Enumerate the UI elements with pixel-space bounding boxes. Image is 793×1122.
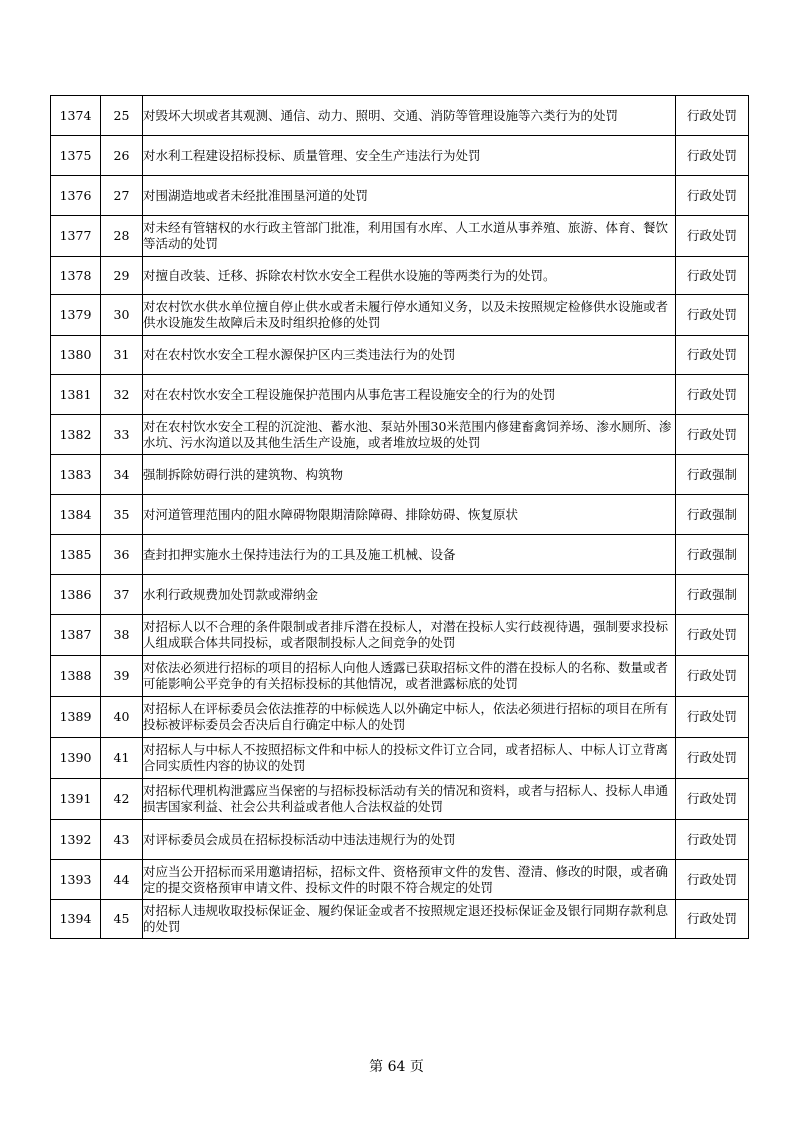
row-item-name: 对应当公开招标而采用邀请招标，招标文件、资格预审文件的发售、澄清、修改的时限，或者确定的提交资格预审申请文件、投标文件的时限不符合规定的处罚 — [143, 860, 676, 900]
row-seq-number: 1383 — [51, 455, 101, 495]
row-seq-number: 1387 — [51, 615, 101, 656]
table-row — [51, 615, 749, 656]
row-item-number: 29 — [101, 257, 143, 295]
row-item-type: 行政处罚 — [676, 96, 749, 136]
row-item-name: 对擅自改装、迁移、拆除农村饮水安全工程供水设施的等两类行为的处罚。 — [143, 257, 676, 295]
row-item-number: 45 — [101, 900, 143, 939]
row-item-name: 对在农村饮水安全工程的沉淀池、蓄水池、泵站外围30米范围内修建畜禽饲养场、渗水厕所、渗水坑、污水沟道以及其他生活生产设施，或者堆放垃圾的处罚 — [143, 415, 676, 455]
row-item-name: 对河道管理范围内的阻水障碍物限期清除障碍、排除妨碍、恢复原状 — [143, 495, 676, 535]
row-item-number: 39 — [101, 656, 143, 697]
page-number: 第 64 页 — [369, 1059, 424, 1075]
table-row — [51, 216, 749, 257]
row-item-number: 35 — [101, 495, 143, 535]
row-seq-number: 1386 — [51, 575, 101, 615]
row-seq-number: 1380 — [51, 336, 101, 375]
row-seq-number: 1375 — [51, 136, 101, 176]
row-item-type: 行政处罚 — [676, 375, 749, 415]
row-seq-number: 1389 — [51, 697, 101, 738]
row-item-name: 对招标人与中标人不按照招标文件和中标人的投标文件订立合同，或者招标人、中标人订立背离合同实质性内容的协议的处罚 — [143, 738, 676, 779]
row-item-name: 对招标人以不合理的条件限制或者排斥潜在投标人，对潜在投标人实行歧视待遇，强制要求投标人组成联合体共同投标，或者限制投标人之间竞争的处罚 — [143, 615, 676, 656]
row-item-type: 行政处罚 — [676, 216, 749, 257]
row-item-type: 行政强制 — [676, 495, 749, 535]
row-item-number: 40 — [101, 697, 143, 738]
row-item-type: 行政处罚 — [676, 738, 749, 779]
row-seq-number: 1391 — [51, 779, 101, 820]
row-item-number: 34 — [101, 455, 143, 495]
row-item-name: 对在农村饮水安全工程设施保护范围内从事危害工程设施安全的行为的处罚 — [143, 375, 676, 415]
row-item-type: 行政处罚 — [676, 615, 749, 656]
row-item-type: 行政处罚 — [676, 900, 749, 939]
row-item-name: 对招标人在评标委员会依法推荐的中标候选人以外确定中标人，依法必须进行招标的项目在所有投标被评标委员会否决后自行确定中标人的处罚 — [143, 697, 676, 738]
row-item-type: 行政处罚 — [676, 415, 749, 455]
table-row — [51, 738, 749, 779]
row-seq-number: 1378 — [51, 257, 101, 295]
table-row — [51, 136, 749, 176]
row-item-name: 对在农村饮水安全工程水源保护区内三类违法行为的处罚 — [143, 336, 676, 375]
table-row — [51, 575, 749, 615]
row-item-name: 对评标委员会成员在招标投标活动中违法违规行为的处罚 — [143, 820, 676, 860]
row-item-number: 33 — [101, 415, 143, 455]
table-row — [51, 336, 749, 375]
table-row — [51, 375, 749, 415]
table-row — [51, 495, 749, 535]
item-table-body — [51, 96, 749, 939]
row-seq-number: 1392 — [51, 820, 101, 860]
row-item-type: 行政强制 — [676, 455, 749, 495]
row-item-name: 对水利工程建设招标投标、质量管理、安全生产违法行为处罚 — [143, 136, 676, 176]
row-item-type: 行政强制 — [676, 575, 749, 615]
table-row — [51, 257, 749, 295]
row-item-type: 行政处罚 — [676, 820, 749, 860]
table-row — [51, 900, 749, 939]
row-item-name: 对依法必须进行招标的项目的招标人向他人透露已获取招标文件的潜在投标人的名称、数量或者可能影响公平竞争的有关招标投标的其他情况，或者泄露标底的处罚 — [143, 656, 676, 697]
row-item-number: 28 — [101, 216, 143, 257]
row-item-name: 对毁坏大坝或者其观测、通信、动力、照明、交通、消防等管理设施等六类行为的处罚 — [143, 96, 676, 136]
table-row — [51, 860, 749, 900]
table-row — [51, 535, 749, 575]
table-row — [51, 176, 749, 216]
row-item-number: 32 — [101, 375, 143, 415]
row-item-type: 行政处罚 — [676, 336, 749, 375]
row-item-type: 行政处罚 — [676, 136, 749, 176]
table-row — [51, 820, 749, 860]
row-seq-number: 1377 — [51, 216, 101, 257]
row-seq-number: 1376 — [51, 176, 101, 216]
row-item-name: 查封扣押实施水土保持违法行为的工具及施工机械、设备 — [143, 535, 676, 575]
row-item-name: 对未经有管辖权的水行政主管部门批准，利用国有水库、人工水道从事养殖、旅游、体育、餐饮等活动的处罚 — [143, 216, 676, 257]
row-item-number: 31 — [101, 336, 143, 375]
row-seq-number: 1385 — [51, 535, 101, 575]
row-item-number: 30 — [101, 295, 143, 336]
row-item-type: 行政处罚 — [676, 176, 749, 216]
item-table — [50, 95, 749, 939]
row-seq-number: 1381 — [51, 375, 101, 415]
row-item-number: 42 — [101, 779, 143, 820]
row-item-number: 43 — [101, 820, 143, 860]
row-seq-number: 1388 — [51, 656, 101, 697]
row-item-number: 44 — [101, 860, 143, 900]
row-seq-number: 1393 — [51, 860, 101, 900]
row-item-number: 27 — [101, 176, 143, 216]
table-row — [51, 779, 749, 820]
row-item-number: 25 — [101, 96, 143, 136]
row-item-number: 36 — [101, 535, 143, 575]
table-row — [51, 96, 749, 136]
row-item-type: 行政处罚 — [676, 295, 749, 336]
table-row — [51, 697, 749, 738]
row-seq-number: 1382 — [51, 415, 101, 455]
table-row — [51, 656, 749, 697]
row-seq-number: 1379 — [51, 295, 101, 336]
table-row — [51, 415, 749, 455]
row-item-number: 41 — [101, 738, 143, 779]
row-item-type: 行政强制 — [676, 535, 749, 575]
row-item-type: 行政处罚 — [676, 656, 749, 697]
row-seq-number: 1394 — [51, 900, 101, 939]
table-row — [51, 455, 749, 495]
row-item-type: 行政处罚 — [676, 257, 749, 295]
row-item-type: 行政处罚 — [676, 779, 749, 820]
row-item-name: 对围湖造地或者未经批准围垦河道的处罚 — [143, 176, 676, 216]
row-item-name: 强制拆除妨碍行洪的建筑物、构筑物 — [143, 455, 676, 495]
row-item-type: 行政处罚 — [676, 697, 749, 738]
row-item-name: 水利行政规费加处罚款或滞纳金 — [143, 575, 676, 615]
row-seq-number: 1390 — [51, 738, 101, 779]
row-item-number: 37 — [101, 575, 143, 615]
table-row — [51, 295, 749, 336]
row-item-name: 对招标代理机构泄露应当保密的与招标投标活动有关的情况和资料，或者与招标人、投标人串通损害国家利益、社会公共利益或者他人合法权益的处罚 — [143, 779, 676, 820]
row-item-number: 38 — [101, 615, 143, 656]
row-seq-number: 1384 — [51, 495, 101, 535]
row-item-type: 行政处罚 — [676, 860, 749, 900]
row-item-name: 对招标人违规收取投标保证金、履约保证金或者不按照规定退还投标保证金及银行同期存款利息的处罚 — [143, 900, 676, 939]
row-item-number: 26 — [101, 136, 143, 176]
row-item-name: 对农村饮水供水单位擅自停止供水或者未履行停水通知义务，以及未按照规定检修供水设施或者供水设施发生故障后未及时组织抢修的处罚 — [143, 295, 676, 336]
row-seq-number: 1374 — [51, 96, 101, 136]
